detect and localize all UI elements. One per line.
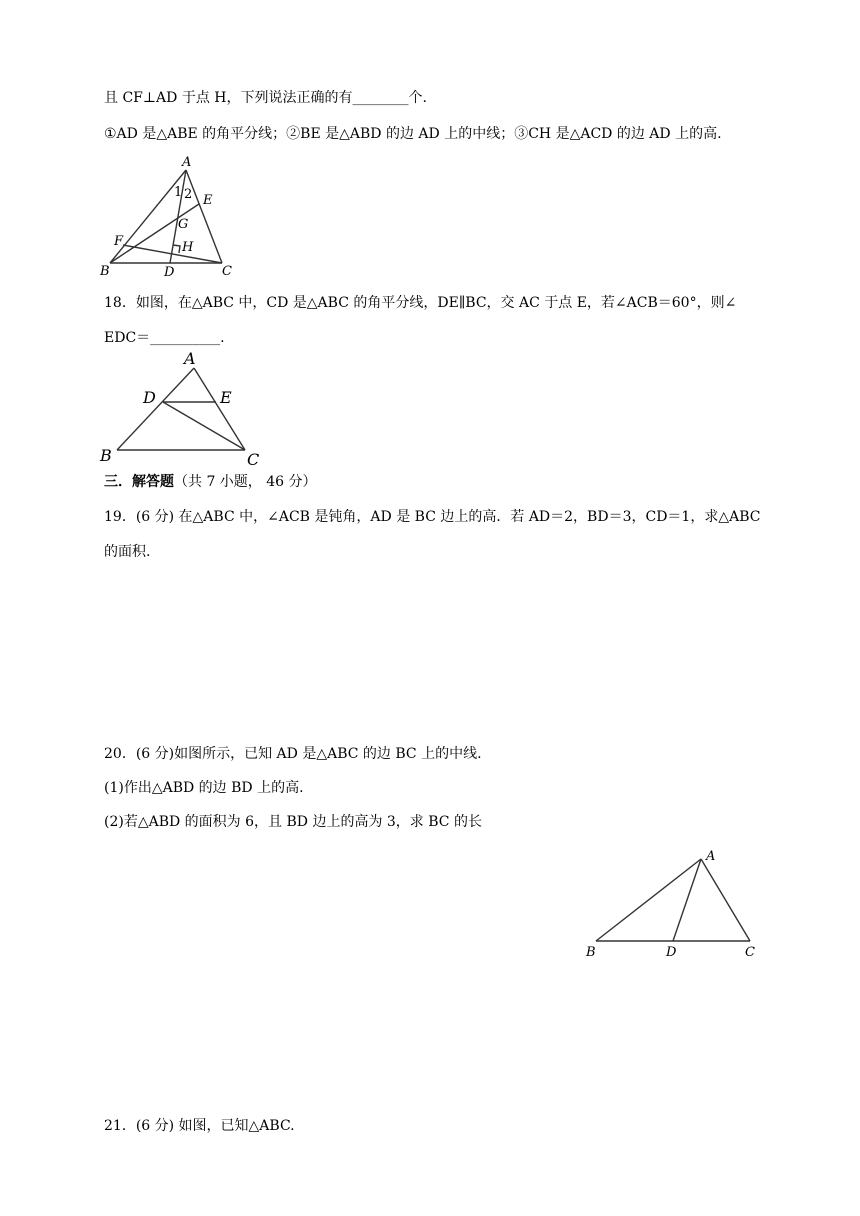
q17-label-h: H bbox=[182, 240, 194, 255]
q20-line3: (2)若△ABD 的面积为 6，且 BD 边上的高为 3，求 BC 的长 bbox=[104, 814, 482, 830]
q20-line1: 20．(6 分)如图所示，已知 AD 是△ABC 的边 BC 上的中线. bbox=[104, 746, 482, 762]
q17-label-one: 1 bbox=[174, 185, 183, 200]
q17-label-f: F bbox=[114, 234, 124, 249]
q19-line2: 的面积. bbox=[104, 544, 151, 560]
q18-label-b: B bbox=[100, 446, 112, 465]
q17-line1: 且 CF⊥AD 于点 H，下列说法正确的有________个. bbox=[104, 90, 427, 106]
q17-label-g: G bbox=[178, 217, 189, 232]
q17-label-b: B bbox=[100, 264, 110, 279]
q20-median-ad bbox=[673, 859, 701, 941]
section-title: 三．解答题 bbox=[104, 474, 174, 490]
q17-label-d: D bbox=[164, 265, 175, 280]
q20-label-c: C bbox=[745, 945, 755, 960]
section-note: （共 7 小题， 46 分） bbox=[174, 474, 317, 490]
q17-line2: ①AD 是△ABE 的角平分线；②BE 是△ABD 的边 AD 上的中线；③CH 是△ACD 的边 AD 上的高. bbox=[104, 126, 722, 142]
q20-side-ab bbox=[596, 859, 701, 941]
q17-label-a: A bbox=[182, 155, 192, 170]
q18-label-a: A bbox=[184, 349, 196, 368]
q18-label-d: D bbox=[143, 388, 156, 407]
q18-line1: 18．如图，在△ABC 中，CD 是△ABC 的角平分线，DE∥BC，交 AC 于点 E，若∠ACB＝60°，则∠ bbox=[104, 295, 737, 311]
q20-side-ac bbox=[701, 859, 750, 941]
q18-line2: EDC＝__________. bbox=[104, 330, 225, 346]
q18-label-e: E bbox=[220, 388, 232, 407]
q20-label-a: A bbox=[706, 849, 716, 864]
q21-line1: 21．(6 分) 如图，已知△ABC. bbox=[104, 1118, 295, 1134]
q20-label-b: B bbox=[586, 945, 596, 960]
q20-line2: (1)作出△ABD 的边 BD 上的高. bbox=[104, 780, 304, 796]
q17-label-c: C bbox=[222, 264, 232, 279]
q19-line1: 19．(6 分) 在△ABC 中，∠ACB 是钝角，AD 是 BC 边上的高．若 AD＝2，BD＝3，CD＝1，求△ABC bbox=[104, 509, 761, 525]
q20-label-d: D bbox=[666, 945, 677, 960]
q17-label-e: E bbox=[203, 193, 213, 208]
q18-label-c: C bbox=[247, 450, 260, 469]
q17-label-two: 2 bbox=[184, 187, 193, 202]
